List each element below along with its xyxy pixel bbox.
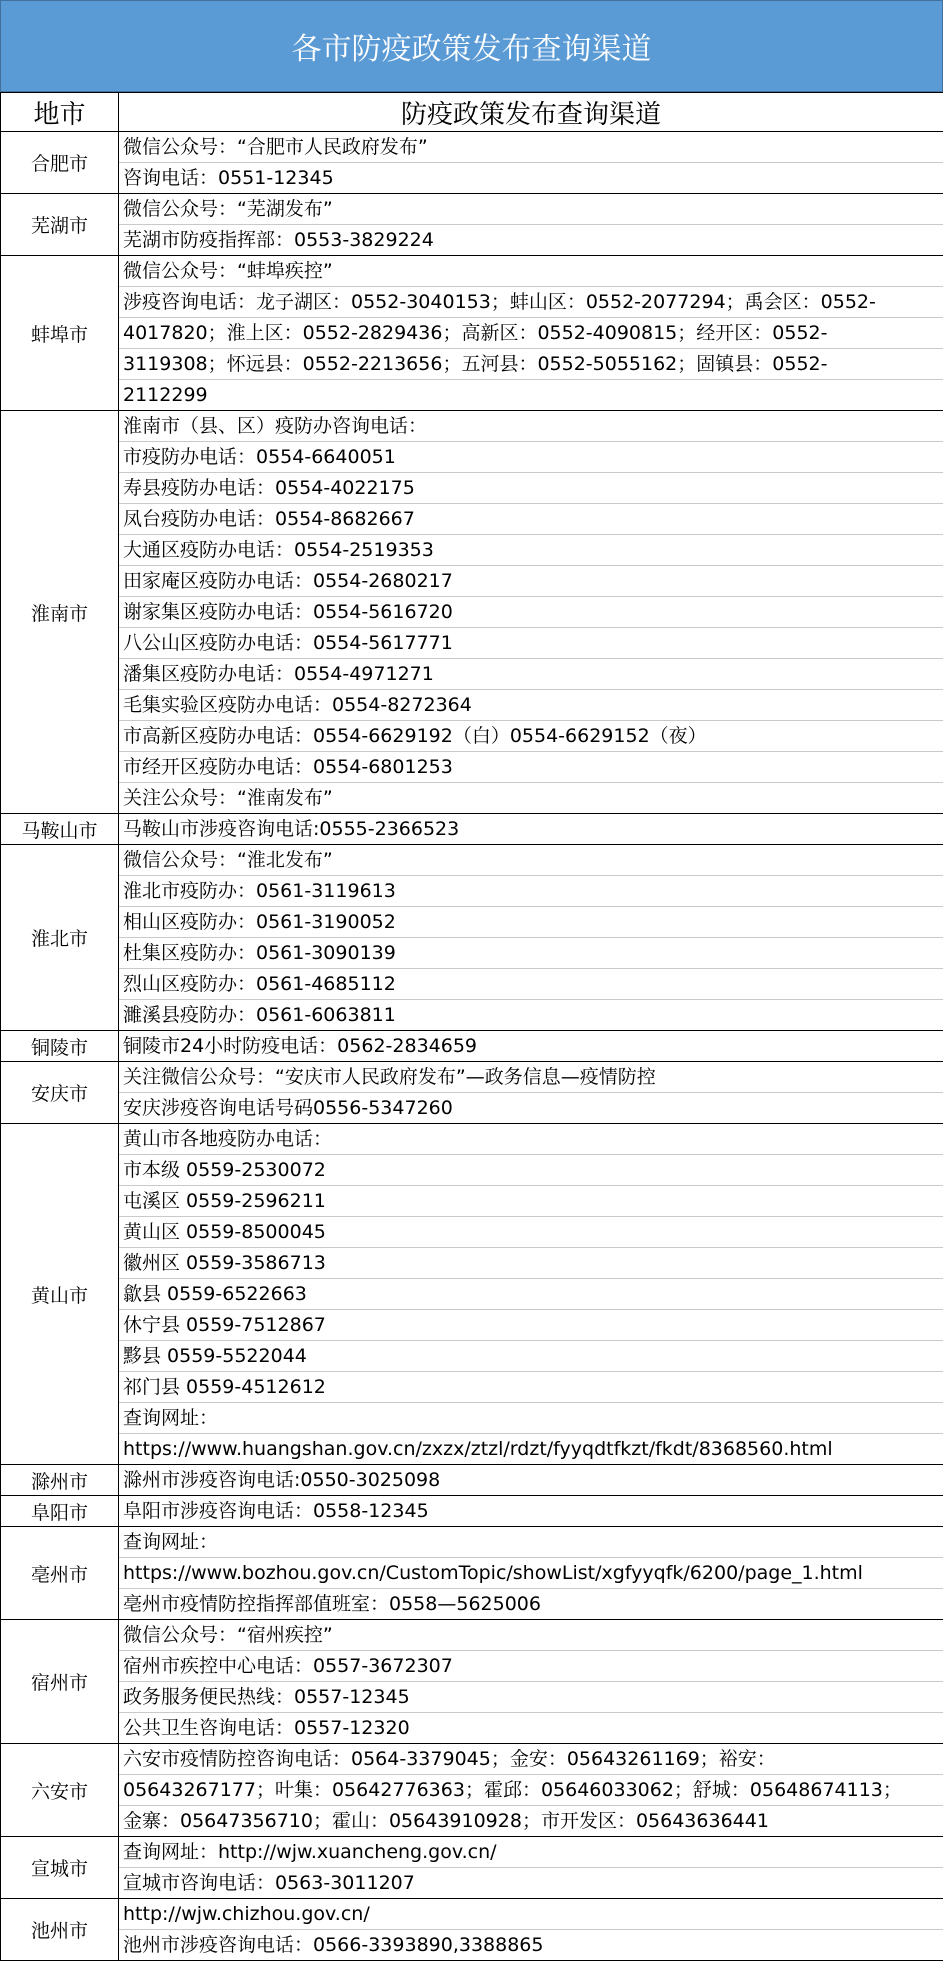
- table-row: [1, 1031, 943, 1062]
- table-row: [1, 1899, 943, 1961]
- channel-cell: [119, 1620, 943, 1744]
- city-cell: 宣城市: [1, 1837, 119, 1899]
- channel-line: 歙县 0559-6522663: [119, 1279, 943, 1310]
- table-row: [1, 194, 943, 256]
- channel-line: 查询网址：http://wjw.xuancheng.gov.cn/: [119, 1837, 943, 1868]
- table-row: [1, 1496, 943, 1527]
- city-cell: 池州市: [1, 1899, 119, 1961]
- channel-line: 微信公众号：“芜湖发布”: [119, 194, 943, 225]
- channel-line: 2112299: [119, 380, 943, 410]
- table-row: [1, 411, 943, 814]
- city-cell: 安庆市: [1, 1062, 119, 1124]
- channel-line: 亳州市疫情防控指挥部值班室：0558—5625006: [119, 1589, 943, 1619]
- channel-line: 徽州区 0559-3586713: [119, 1248, 943, 1279]
- channel-line: 大通区疫防办电话：0554-2519353: [119, 535, 943, 566]
- channel-line: 公共卫生咨询电话：0557-12320: [119, 1713, 943, 1743]
- policy-table: [0, 92, 943, 1961]
- channel-line: 关注微信公众号：“安庆市人民政府发布”—政务信息—疫情防控: [119, 1062, 943, 1093]
- channel-line: 黄山市各地疫防办电话：: [119, 1124, 943, 1155]
- channel-line: 黄山区 0559-8500045: [119, 1217, 943, 1248]
- city-cell: 蚌埠市: [1, 256, 119, 411]
- channel-line: 金寨：05647356710；霍山：05643910928；市开发区：05643636441: [119, 1806, 943, 1836]
- city-cell: 黄山市: [1, 1124, 119, 1465]
- table-row: [1, 814, 943, 845]
- channel-line: 查询网址：: [119, 1403, 943, 1434]
- table-body: [1, 132, 943, 1961]
- city-cell: 铜陵市: [1, 1031, 119, 1062]
- channel-line: 安庆涉疫咨询电话号码0556-5347260: [119, 1093, 943, 1123]
- channel-cell: [119, 814, 943, 845]
- channel-line: 凤台疫防办电话：0554-8682667: [119, 504, 943, 535]
- channel-line: 4017820；淮上区：0552-2829436；高新区：0552-4090815；经开区：0552-: [119, 318, 943, 349]
- channel-cell: [119, 256, 943, 411]
- channel-line: 休宁县 0559-7512867: [119, 1310, 943, 1341]
- channel-line: 咨询电话：0551-12345: [119, 163, 943, 193]
- channel-line: 微信公众号：“蚌埠疾控”: [119, 256, 943, 287]
- channel-line: 市高新区疫防办电话：0554-6629192（白）0554-6629152（夜）: [119, 721, 943, 752]
- channel-line: 濉溪县疫防办：0561-6063811: [119, 1000, 943, 1030]
- channel-line: 05643267177；叶集：05642776363；霍邱：05646033062；舒城：05648674113；: [119, 1775, 943, 1806]
- city-cell: 宿州市: [1, 1620, 119, 1744]
- channel-line: 宿州市疾控中心电话：0557-3672307: [119, 1651, 943, 1682]
- channel-cell: [119, 1899, 943, 1961]
- city-cell: 六安市: [1, 1744, 119, 1837]
- city-cell: 滁州市: [1, 1465, 119, 1496]
- channel-line: 政务服务便民热线：0557-12345: [119, 1682, 943, 1713]
- channel-line: 微信公众号：“宿州疾控”: [119, 1620, 943, 1651]
- channel-line: 黟县 0559-5522044: [119, 1341, 943, 1372]
- channel-line: 寿县疫防办电话：0554-4022175: [119, 473, 943, 504]
- city-cell: 合肥市: [1, 132, 119, 194]
- channel-line: 毛集实验区疫防办电话：0554-8272364: [119, 690, 943, 721]
- channel-line: 谢家集区疫防办电话：0554-5616720: [119, 597, 943, 628]
- channel-line: 池州市涉疫咨询电话：0566-3393890,3388865: [119, 1930, 943, 1960]
- channel-line: 查询网址：: [119, 1527, 943, 1558]
- table-row: [1, 1062, 943, 1124]
- channel-cell: [119, 1527, 943, 1620]
- header-channel: 防疫政策发布查询渠道: [119, 93, 943, 132]
- channel-line: http://wjw.chizhou.gov.cn/: [119, 1899, 943, 1930]
- channel-line: 铜陵市24小时防疫电话：0562-2834659: [119, 1031, 943, 1061]
- channel-line: 屯溪区 0559-2596211: [119, 1186, 943, 1217]
- city-cell: 淮南市: [1, 411, 119, 814]
- channel-line: 祁门县 0559-4512612: [119, 1372, 943, 1403]
- channel-line: 宣城市咨询电话：0563-3011207: [119, 1868, 943, 1898]
- channel-cell: [119, 1062, 943, 1124]
- header-city: 地市: [1, 93, 119, 132]
- channel-line: 阜阳市涉疫咨询电话：0558-12345: [119, 1496, 943, 1526]
- channel-line: 杜集区疫防办：0561-3090139: [119, 938, 943, 969]
- channel-cell: [119, 1124, 943, 1465]
- table-row: [1, 845, 943, 1031]
- channel-cell: [119, 411, 943, 814]
- table-row: [1, 256, 943, 411]
- channel-line: https://www.huangshan.gov.cn/zxzx/ztzl/rdzt/fyyqdtfkzt/fkdt/8368560.html: [119, 1434, 943, 1464]
- channel-line: 芜湖市防疫指挥部：0553-3829224: [119, 225, 943, 255]
- city-cell: 亳州市: [1, 1527, 119, 1620]
- channel-cell: [119, 132, 943, 194]
- channel-cell: [119, 194, 943, 256]
- table-row: [1, 1124, 943, 1465]
- channel-cell: [119, 1744, 943, 1837]
- channel-line: 市本级 0559-2530072: [119, 1155, 943, 1186]
- channel-line: 微信公众号：“淮北发布”: [119, 845, 943, 876]
- channel-cell: [119, 1031, 943, 1062]
- channel-cell: [119, 1496, 943, 1527]
- channel-line: 市经开区疫防办电话：0554-6801253: [119, 752, 943, 783]
- channel-line: 六安市疫情防控咨询电话：0564-3379045；金安：05643261169；裕安：: [119, 1744, 943, 1775]
- channel-line: https://www.bozhou.gov.cn/CustomTopic/showList/xgfyyqfk/6200/page_1.html: [119, 1558, 943, 1589]
- city-cell: 阜阳市: [1, 1496, 119, 1527]
- channel-line: 相山区疫防办：0561-3190052: [119, 907, 943, 938]
- header-row: [1, 93, 943, 132]
- table-row: [1, 1620, 943, 1744]
- channel-line: 马鞍山市涉疫咨询电话:0555-2366523: [119, 814, 943, 844]
- city-cell: 马鞍山市: [1, 814, 119, 845]
- channel-line: 潘集区疫防办电话：0554-4971271: [119, 659, 943, 690]
- channel-line: 烈山区疫防办：0561-4685112: [119, 969, 943, 1000]
- channel-cell: [119, 1837, 943, 1899]
- channel-line: 市疫防办电话：0554-6640051: [119, 442, 943, 473]
- page-title: 各市防疫政策发布查询渠道: [0, 0, 943, 92]
- channel-line: 八公山区疫防办电话：0554-5617771: [119, 628, 943, 659]
- table-row: [1, 1837, 943, 1899]
- table-row: [1, 1465, 943, 1496]
- city-cell: 淮北市: [1, 845, 119, 1031]
- city-cell: 芜湖市: [1, 194, 119, 256]
- channel-line: 滁州市涉疫咨询电话:0550-3025098: [119, 1465, 943, 1495]
- channel-cell: [119, 1465, 943, 1496]
- channel-line: 3119308；怀远县：0552-2213656；五河县：0552-5055162；固镇县：0552-: [119, 349, 943, 380]
- channel-cell: [119, 845, 943, 1031]
- table-row: [1, 1744, 943, 1837]
- channel-line: 涉疫咨询电话：龙子湖区：0552-3040153；蚌山区：0552-2077294；禹会区：0552-: [119, 287, 943, 318]
- channel-line: 关注公众号：“淮南发布”: [119, 783, 943, 813]
- channel-line: 淮北市疫防办：0561-3119613: [119, 876, 943, 907]
- table-row: [1, 132, 943, 194]
- table-row: [1, 1527, 943, 1620]
- channel-line: 微信公众号：“合肥市人民政府发布”: [119, 132, 943, 163]
- channel-line: 田家庵区疫防办电话：0554-2680217: [119, 566, 943, 597]
- channel-line: 淮南市（县、区）疫防办咨询电话：: [119, 411, 943, 442]
